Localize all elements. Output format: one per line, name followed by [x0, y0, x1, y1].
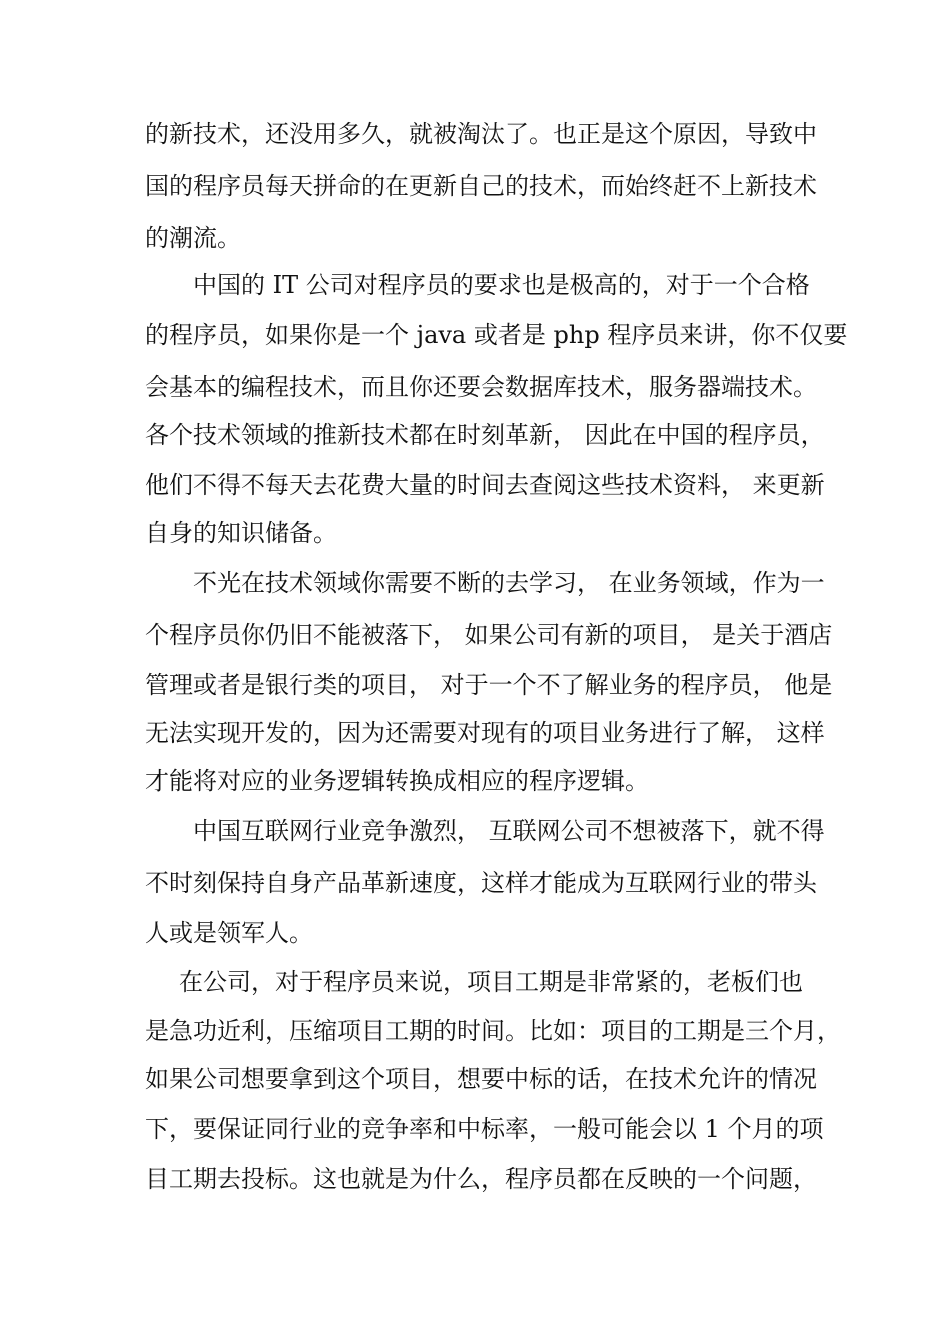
paragraph-first-line: 中国的 IT 公司对程序员的要求也是极高的，对于一个合格	[193, 271, 810, 299]
paragraph-first-line: 中国互联网行业竞争激烈， 互联网公司不想被落下，就不得	[193, 817, 825, 845]
text-line: 人或是领军人。	[145, 919, 313, 947]
text-line: 他们不得不每天去花费大量的时间去查阅这些技术资料， 来更新	[145, 471, 825, 499]
text-line: 自身的知识储备。	[145, 519, 337, 547]
text-line: 会基本的编程技术，而且你还要会数据库技术，服务器端技术。	[145, 373, 817, 401]
text-line: 的新技术，还没用多久，就被淘汰了。也正是这个原因，导致中	[145, 120, 817, 148]
text-line: 不时刻保持自身产品革新速度，这样才能成为互联网行业的带头	[145, 869, 817, 897]
text-line: 各个技术领域的推新技术都在时刻革新， 因此在中国的程序员，	[145, 421, 825, 449]
text-line: 目工期去投标。这也就是为什么，程序员都在反映的一个问题，	[145, 1165, 817, 1193]
text-line: 管理或者是银行类的项目， 对于一个不了解业务的程序员， 他是	[145, 671, 833, 699]
text-line: 国的程序员每天拼命的在更新自己的技术，而始终赶不上新技术	[145, 172, 817, 200]
text-line: 是急功近利，压缩项目工期的时间。比如：项目的工期是三个月，	[145, 1017, 841, 1045]
text-line: 下，要保证同行业的竞争率和中标率，一般可能会以 1 个月的项	[145, 1115, 824, 1143]
text-line: 才能将对应的业务逻辑转换成相应的程序逻辑。	[145, 767, 649, 795]
paragraph-first-line: 在公司，对于程序员来说，项目工期是非常紧的，老板们也	[179, 968, 803, 996]
text-line: 无法实现开发的，因为还需要对现有的项目业务进行了解， 这样	[145, 719, 825, 747]
text-line: 的程序员，如果你是一个 java 或者是 php 程序员来讲，你不仅要	[145, 321, 848, 349]
text-line: 如果公司想要拿到这个项目，想要中标的话，在技术允许的情况	[145, 1065, 817, 1093]
paragraph-first-line: 不光在技术领域你需要不断的去学习， 在业务领域，作为一	[193, 569, 825, 597]
text-line: 个程序员你仍旧不能被落下， 如果公司有新的项目， 是关于酒店	[145, 621, 833, 649]
text-line: 的潮流。	[145, 224, 241, 252]
